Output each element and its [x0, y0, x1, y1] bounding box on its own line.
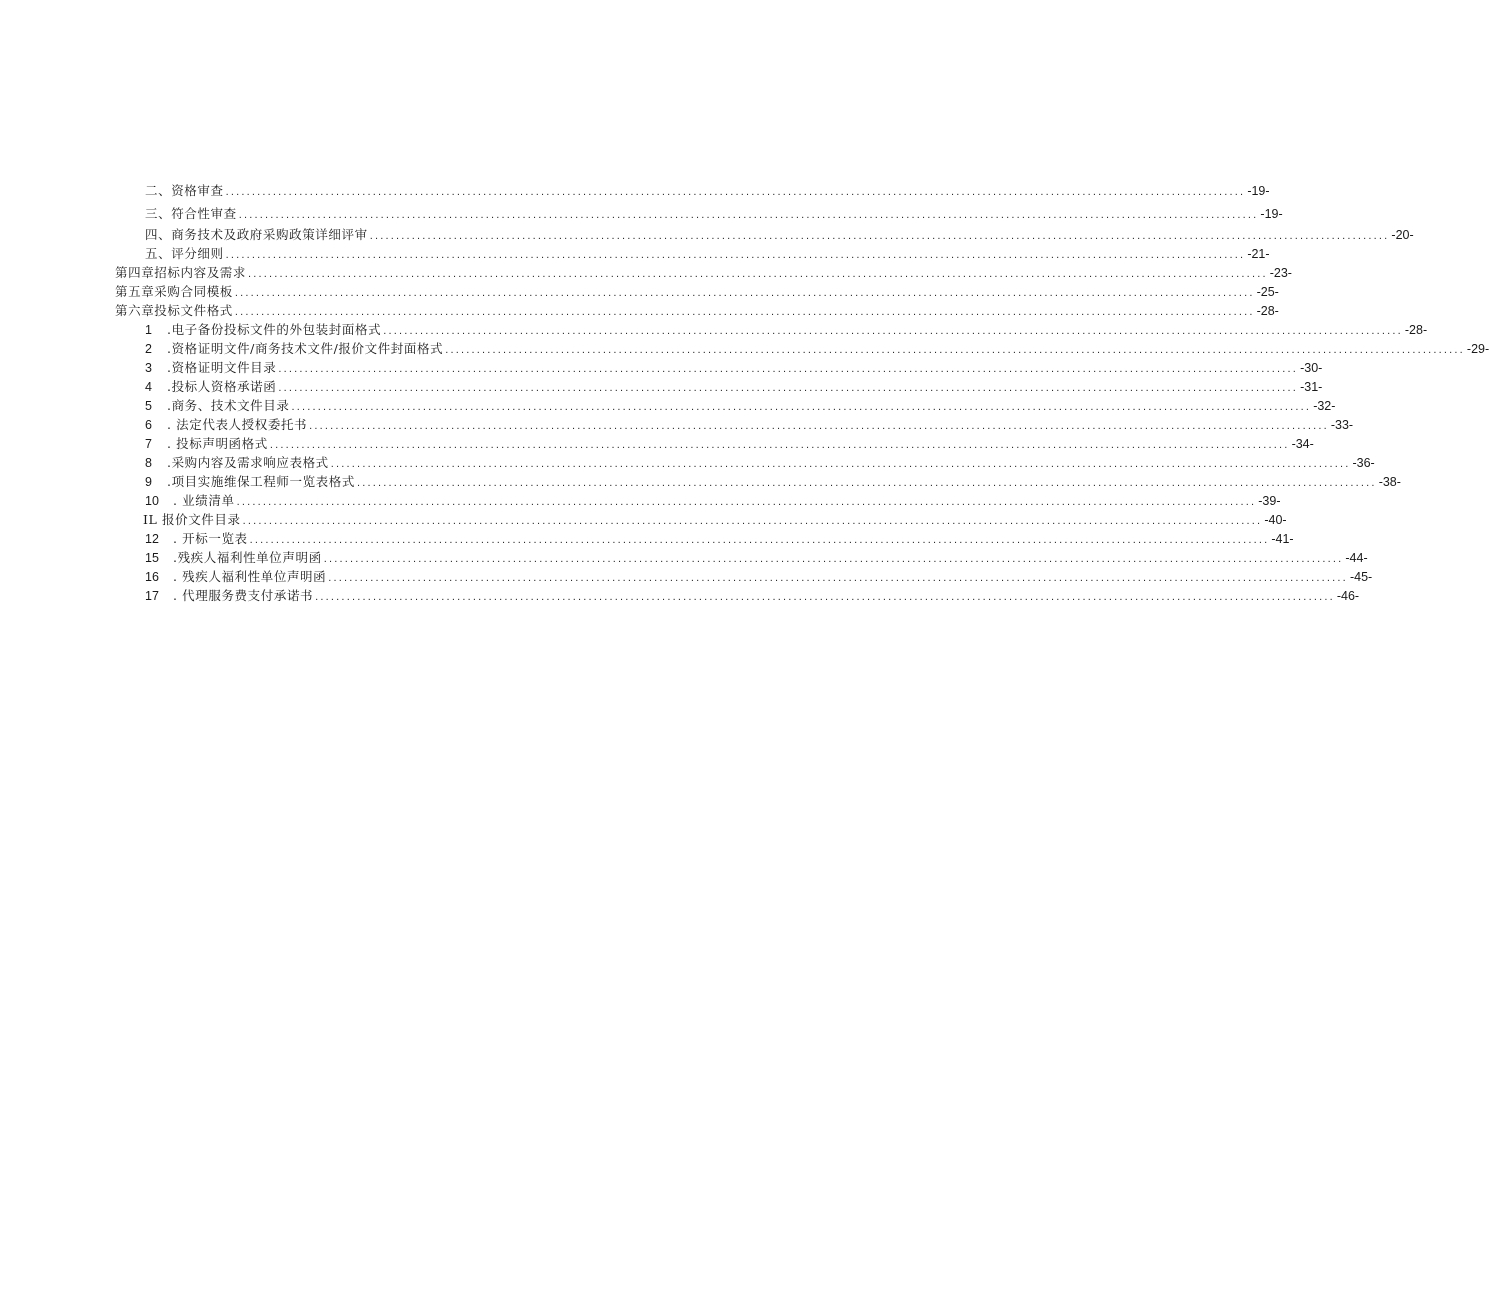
toc-leader-dots	[315, 588, 1335, 606]
toc-entry-page: -41-	[1271, 532, 1294, 546]
toc-entry-page: -45-	[1349, 570, 1373, 584]
toc-entry[interactable]	[0, 321, 1428, 339]
toc-entry-title: 二、资格审查	[145, 183, 224, 198]
toc-entry-title: . 法定代表人授权委托书	[167, 417, 308, 432]
toc-entry-page: -25-	[1256, 285, 1279, 299]
toc-entry-page: -31-	[1300, 380, 1323, 394]
toc-entry-number: 1	[145, 323, 152, 337]
toc-entry-page: -20-	[1391, 228, 1414, 242]
toc-entry-number: 6	[145, 418, 152, 432]
toc-entry-title: .采购内容及需求响应表格式	[167, 455, 329, 470]
toc-entry[interactable]	[0, 182, 1270, 200]
toc-entry-number: 2	[145, 342, 152, 356]
toc-entry-number: 17	[145, 589, 159, 603]
toc-entry-title: 第四章招标内容及需求	[115, 265, 247, 280]
toc-entry-title: .投标人资格承诺函	[167, 379, 277, 394]
toc-chapter-entry[interactable]	[0, 264, 1292, 282]
toc-entry[interactable]	[0, 549, 1368, 567]
toc-entry-page: -19-	[1247, 184, 1270, 198]
toc-entry-page: -23-	[1269, 266, 1292, 280]
toc-entry-title: . 残疾人福利性单位声明函	[173, 569, 327, 584]
toc-entry-title: . 代理服务费支付承诺书	[173, 588, 314, 603]
toc-entry-page: -30-	[1300, 361, 1323, 375]
toc-entry-page: -39-	[1258, 494, 1281, 508]
toc-leader-dots	[370, 227, 1390, 245]
toc-entry[interactable]	[0, 492, 1281, 510]
toc-entry[interactable]	[0, 530, 1294, 548]
toc-entry-page: -40-	[1264, 513, 1287, 527]
toc-entry[interactable]	[0, 359, 1323, 377]
toc-leader-dots	[445, 341, 1465, 359]
toc-entry-page: -21-	[1247, 247, 1270, 261]
toc-entry-number: 10	[145, 494, 159, 508]
toc-entry-number: 15	[145, 551, 159, 565]
toc-leader-dots	[270, 436, 1290, 454]
toc-entry-title: . 业绩清单	[173, 493, 235, 508]
toc-leader-dots	[243, 512, 1263, 530]
toc-leader-dots	[248, 265, 1268, 283]
toc-leader-dots	[331, 455, 1351, 473]
toc-entry-title: .资格证明文件/商务技术文件/报价文件封面格式	[167, 341, 444, 356]
toc-entry-title: . 投标声明函格式	[167, 436, 268, 451]
toc-entry[interactable]	[0, 226, 1414, 244]
toc-entry[interactable]	[0, 378, 1323, 396]
toc-leader-dots	[278, 379, 1298, 397]
toc-entry[interactable]	[0, 454, 1375, 472]
toc-entry-page: -38-	[1378, 475, 1401, 489]
toc-entry-number: 4	[145, 380, 152, 394]
toc-entry-title: 三、符合性审查	[145, 206, 237, 221]
toc-leader-dots	[357, 474, 1377, 492]
toc-entry-page: -36-	[1352, 456, 1375, 470]
toc-entry-page: -44-	[1345, 551, 1368, 565]
toc-entry[interactable]	[0, 435, 1314, 453]
toc-entry-title: .资格证明文件目录	[167, 360, 277, 375]
toc-entry-title: 四、商务技术及政府采购政策详细评审	[145, 227, 368, 242]
toc-leader-dots	[237, 493, 1257, 511]
toc-entry-title: 第五章采购合同模板	[115, 284, 233, 299]
toc-entry-title: 第六章投标文件格式	[115, 303, 233, 318]
toc-entry-title: IL 报价文件目录	[143, 512, 241, 527]
toc-entry[interactable]	[0, 587, 1360, 605]
toc-entry[interactable]	[0, 245, 1270, 263]
toc-leader-dots	[250, 531, 1270, 549]
toc-entry-page: -28-	[1256, 304, 1279, 318]
toc-entry-number: 9	[145, 475, 152, 489]
toc-entry-number: 8	[145, 456, 152, 470]
toc-leader-dots	[278, 360, 1298, 378]
toc-entry[interactable]	[0, 416, 1354, 434]
toc-entry[interactable]	[0, 473, 1401, 491]
toc-entry-page: -33-	[1330, 418, 1354, 432]
toc-entry-page: -29-	[1466, 342, 1489, 356]
toc-entry-title: .电子备份投标文件的外包装封面格式	[167, 322, 382, 337]
toc-entry-title: 五、评分细则	[145, 246, 224, 261]
toc-entry-title: .商务、技术文件目录	[167, 398, 290, 413]
toc-entry-title: . 开标一览表	[173, 531, 248, 546]
toc-entry-number: 7	[145, 437, 152, 451]
toc-entry-page: -28-	[1404, 323, 1428, 337]
toc-entry-page: -32-	[1313, 399, 1336, 413]
toc-entry-number: 3	[145, 361, 152, 375]
toc-leader-dots	[291, 398, 1311, 416]
toc-leader-dots	[324, 550, 1344, 568]
toc-chapter-entry[interactable]	[0, 302, 1279, 320]
toc-leader-dots	[383, 322, 1403, 340]
toc-entry-number: 12	[145, 532, 159, 546]
toc-leader-dots	[328, 569, 1348, 587]
toc-entry[interactable]	[0, 511, 1287, 529]
toc-entry-page: -19-	[1260, 207, 1283, 221]
toc-entry[interactable]	[0, 397, 1336, 415]
toc-leader-dots	[226, 183, 1246, 201]
toc-entry-page: -34-	[1291, 437, 1314, 451]
toc-leader-dots	[235, 284, 1255, 302]
toc-entry-title: .项目实施维保工程师一览表格式	[167, 474, 355, 489]
toc-leader-dots	[235, 303, 1255, 321]
toc-entry-number: 5	[145, 399, 152, 413]
toc-leader-dots	[226, 246, 1246, 264]
toc-entry[interactable]	[0, 568, 1373, 586]
toc-entry[interactable]	[0, 205, 1283, 223]
toc-chapter-entry[interactable]	[0, 283, 1279, 301]
toc-leader-dots	[309, 417, 1329, 435]
toc-entry-page: -46-	[1336, 589, 1360, 603]
toc-entry[interactable]	[0, 340, 1489, 358]
toc-entry-title: .残疾人福利性单位声明函	[173, 550, 322, 565]
toc-entry-number: 16	[145, 570, 159, 584]
toc-leader-dots	[239, 206, 1259, 224]
